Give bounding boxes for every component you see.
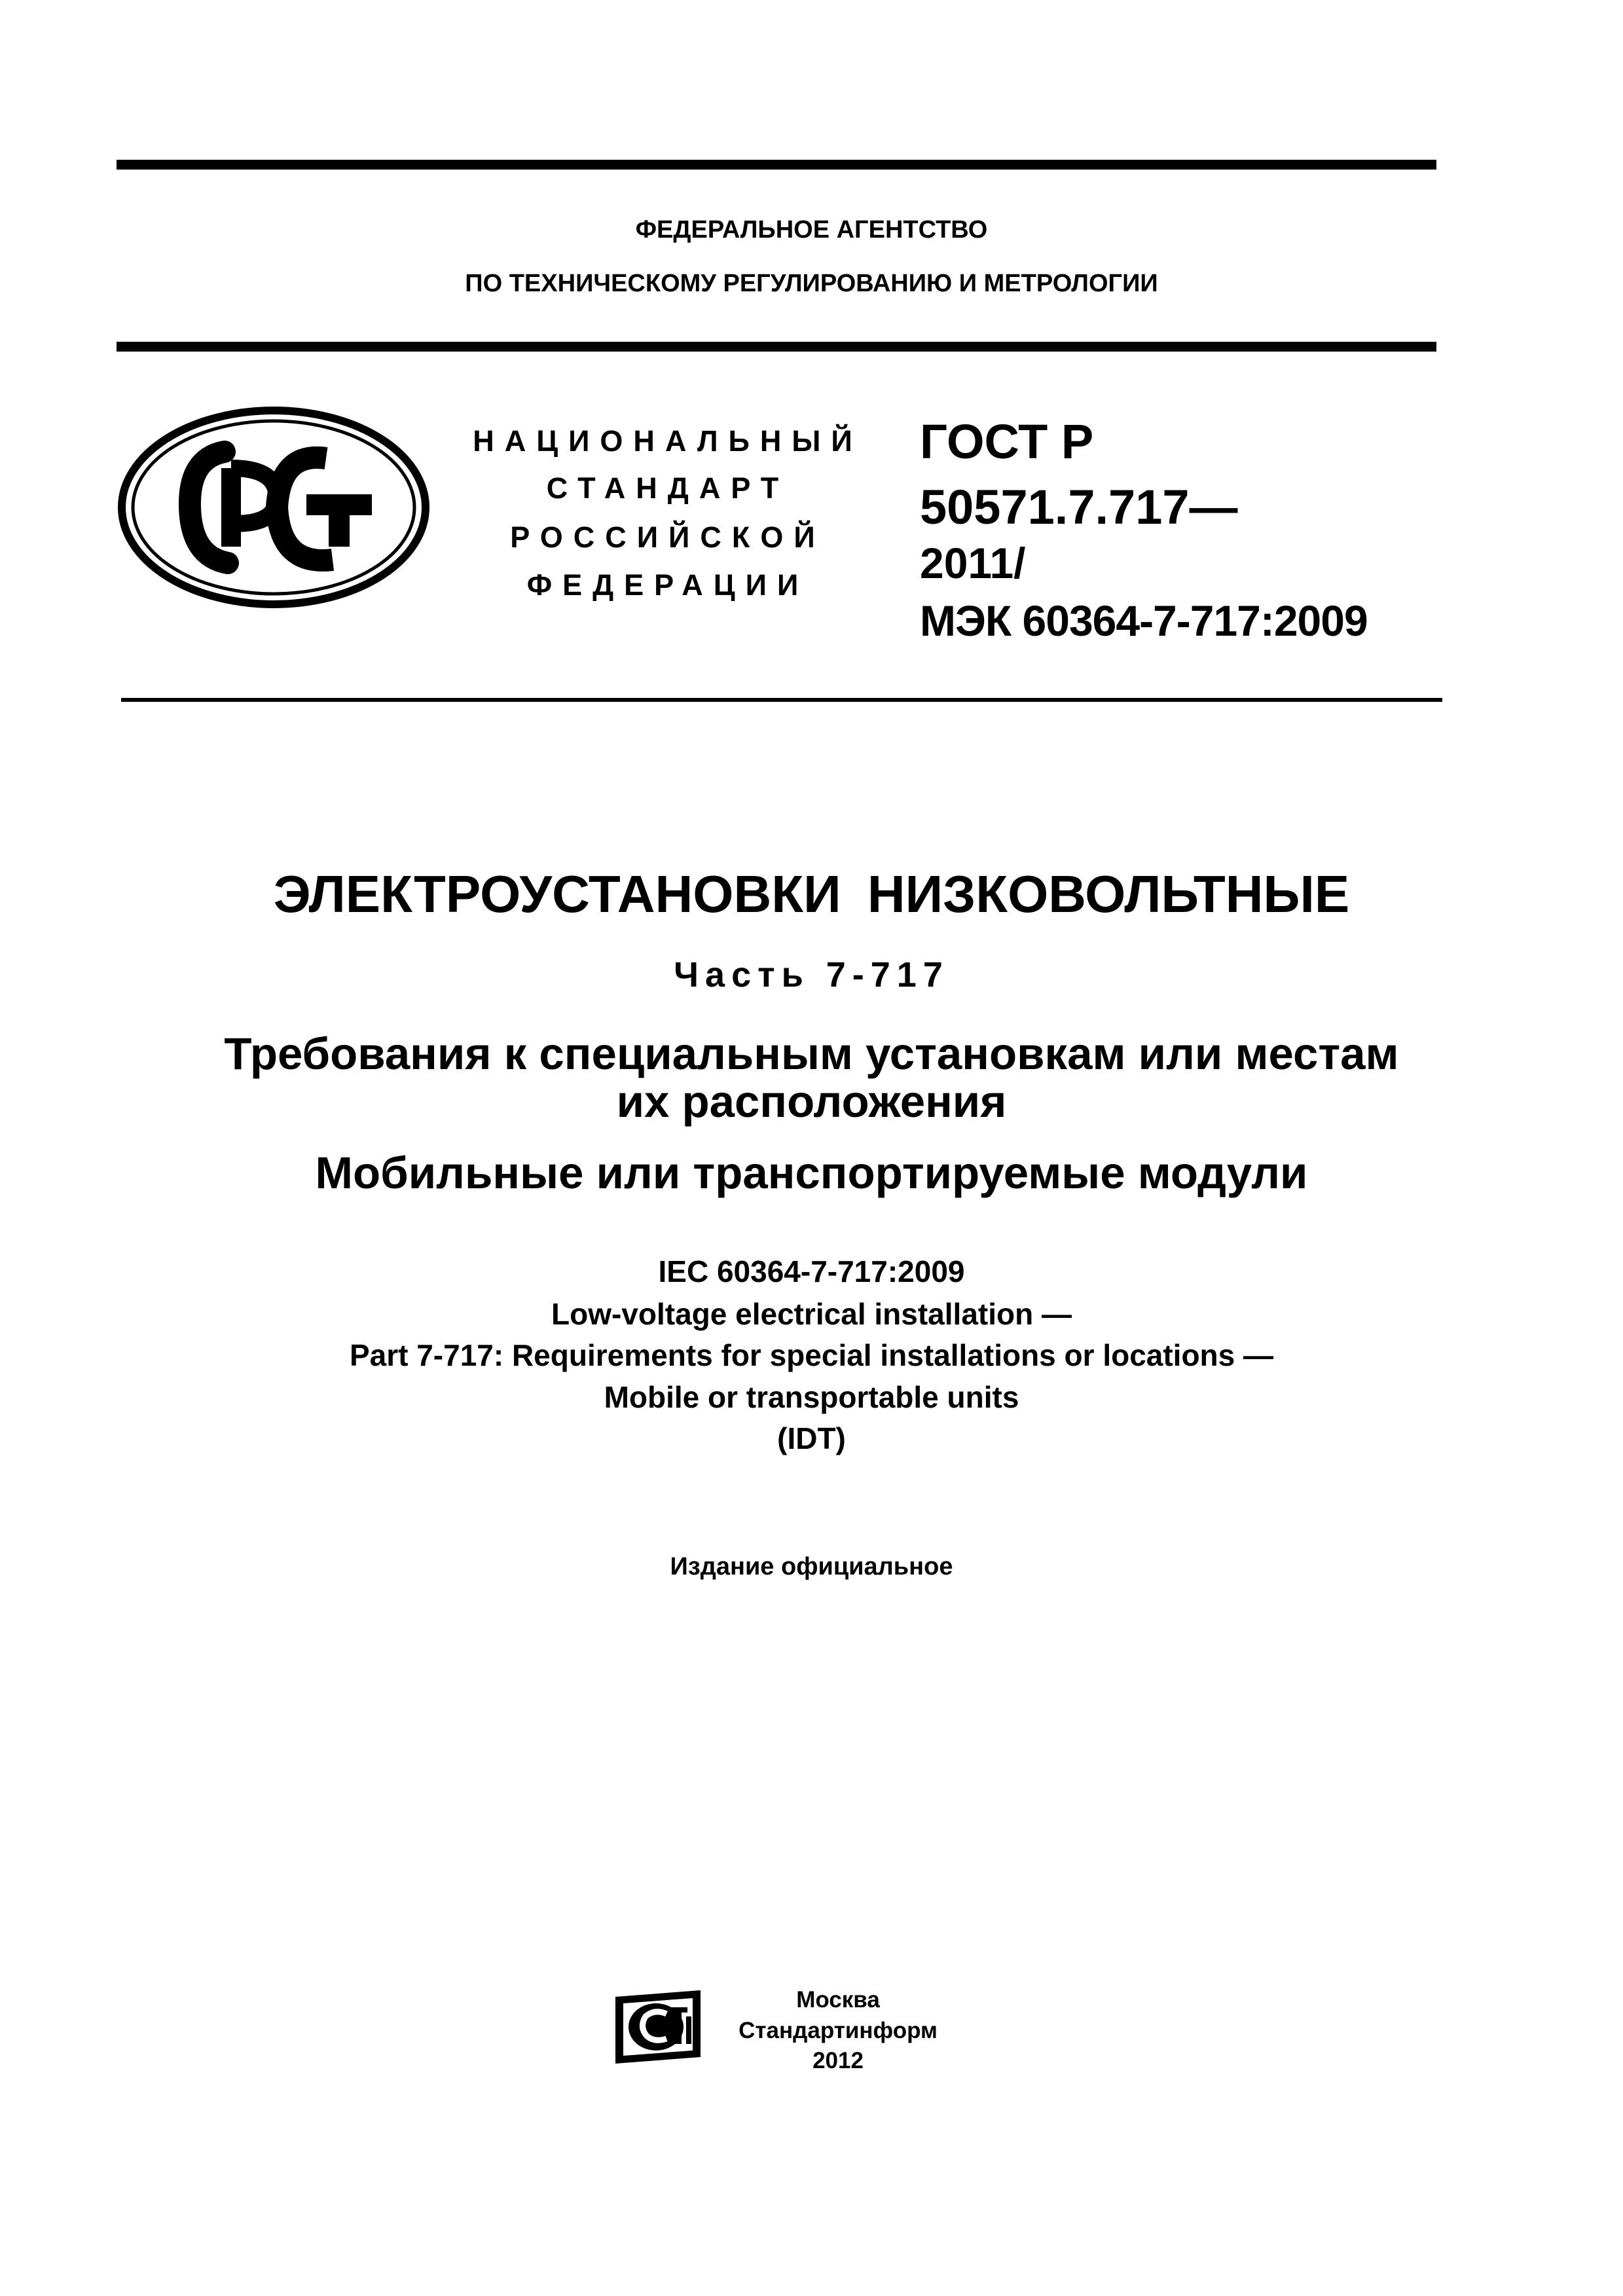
subtitle-line-3: Мобильные или транспортируемые модули [315,1148,1308,1198]
agency-line-1: ФЕДЕРАЛЬНОЕ АГЕНТСТВО [635,216,988,244]
top-rule [117,160,1436,170]
publisher-city: Москва [796,1987,880,2013]
edition-label: Издание официальное [670,1553,953,1580]
subtitle-line-1: Требования к специальным установкам или местам [224,1029,1399,1079]
designation-line-1: ГОСТ Р [920,414,1094,469]
designation-line-3: 2011/ [920,539,1026,587]
designation-line-4: МЭК 60364-7-717:2009 [920,596,1368,645]
publisher-logo [609,1984,707,2069]
part-label: Часть 7-717 [674,955,949,994]
iec-line-1: IEC 60364-7-717:2009 [658,1254,965,1288]
iec-line-5: (IDT) [777,1421,846,1455]
publisher-year: 2012 [812,2048,864,2073]
national-standard-line-3: РОССИЙСКОЙ [510,520,826,554]
national-standard-line-2: СТАНДАРТ [546,471,790,505]
national-standard-line-4: ФЕДЕРАЦИИ [526,568,809,602]
national-standard-line-1: НАЦИОНАЛЬНЫЙ [473,424,863,458]
iec-line-3: Part 7-717: Requirements for special installations or locations — [349,1338,1274,1372]
publisher-name: Стандартинформ [739,2018,938,2043]
rst-logo [117,406,431,609]
agency-line-2: ПО ТЕХНИЧЕСКОМУ РЕГУЛИРОВАНИЮ И МЕТРОЛОГИИ [465,270,1158,297]
designation-line-2: 50571.7.717— [920,480,1238,534]
iec-line-2: Low-voltage electrical installation — [551,1297,1072,1331]
subtitle-line-2: их расположения [616,1076,1007,1127]
header-bottom-rule [121,698,1442,702]
rst-logo-icon [117,406,431,609]
sti-logo-icon [609,1984,707,2069]
agency-rule [117,342,1436,352]
main-title: ЭЛЕКТРОУСТАНОВКИ НИЗКОВОЛЬТНЫЕ [273,865,1350,923]
iec-line-4: Mobile or transportable units [604,1380,1019,1414]
